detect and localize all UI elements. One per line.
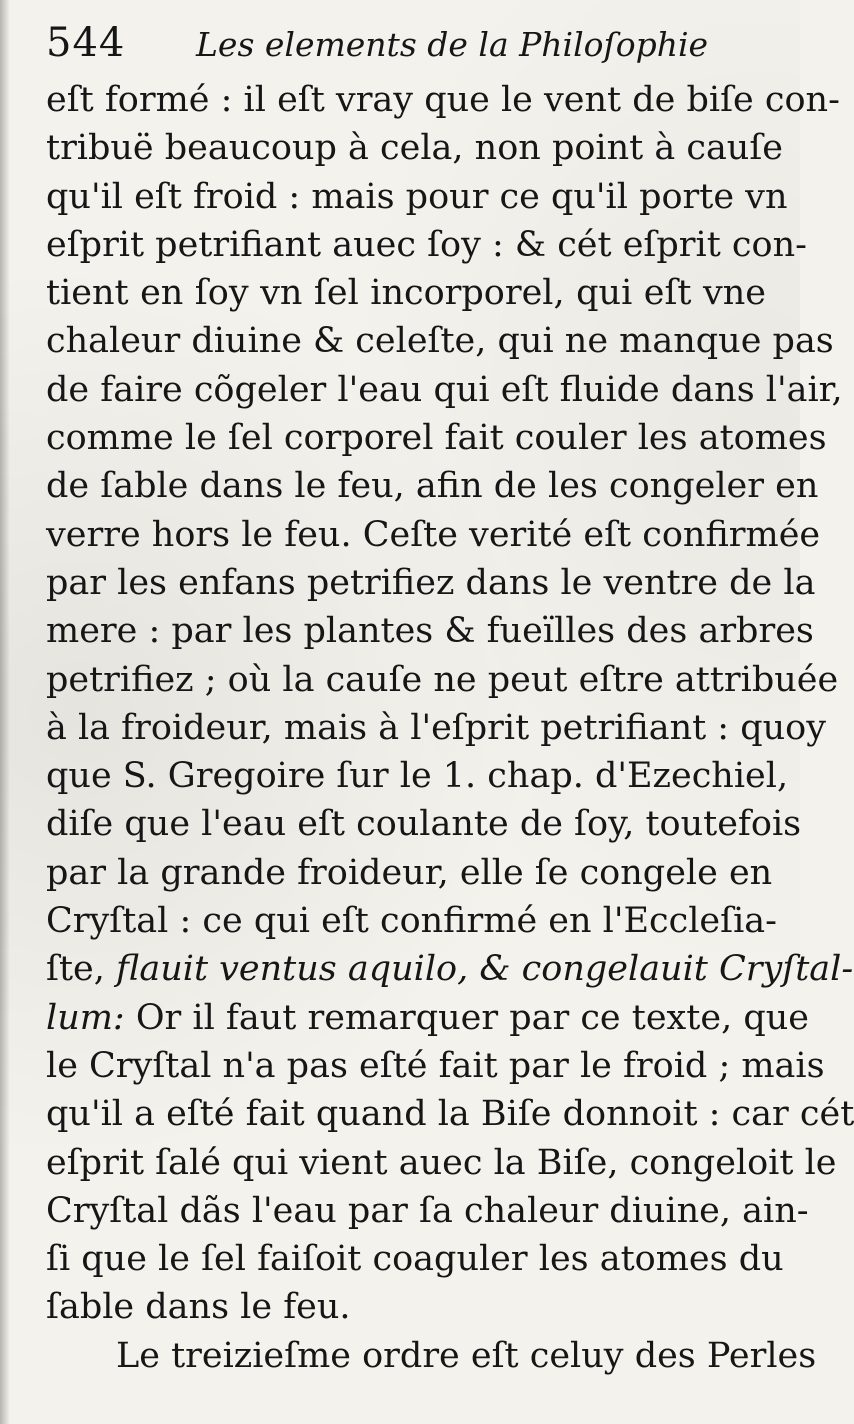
text-line: verre hors le feu. Ceſte verité eſt confirmée xyxy=(46,514,821,555)
text-line: par les enfans petrifiez dans le ventre de la xyxy=(46,562,816,603)
latin-quotation: lum: xyxy=(46,997,125,1038)
body-text xyxy=(46,76,854,1380)
text-line: ſte, flauit ventus aquilo, & congelauit Cryſtal- xyxy=(46,949,854,990)
text-line: par la grande froideur, elle ſe congele en xyxy=(46,852,773,893)
text-line: lum: Or il faut remarquer par ce texte, que xyxy=(46,997,809,1038)
text-line: le Cryſtal n'a pas eſté fait par le froid ; mais xyxy=(46,1045,825,1086)
page-gutter-shadow xyxy=(0,0,10,1424)
text-line: Cryſtal : ce qui eſt confirmé en l'Eccleſia- xyxy=(46,901,777,942)
text-line: petrifiez ; où la cauſe ne peut eſtre attribuée xyxy=(46,659,839,700)
text-line: mere : par les plantes & fueïlles des arbres xyxy=(46,611,814,652)
text-line: ſi que le ſel faiſoit coaguler les atomes du xyxy=(46,1239,784,1280)
text-line: qu'il a eſté fait quand la Biſe donnoit : car cét xyxy=(46,1094,854,1135)
text-line: chaleur diuine & celeſte, qui ne manque pas xyxy=(46,321,834,362)
text-line: qu'il eſt froid : mais pour ce qu'il porte vn xyxy=(46,176,788,217)
running-title: Les elements de la Philoſophie xyxy=(196,25,709,64)
text-line: tribuë beaucoup à cela, non point à cauſe xyxy=(46,128,784,169)
text-line: eſt formé : il eſt vray que le vent de biſe con- xyxy=(46,80,840,120)
text-line: de faire cõgeler l'eau qui eſt fluide dans l'air, xyxy=(46,369,843,410)
text-line: ſable dans le feu. xyxy=(46,1287,351,1328)
page-number: 544 xyxy=(46,20,126,66)
running-head xyxy=(46,20,766,74)
text-line: à la froideur, mais à l'eſprit petrifiant : quoy xyxy=(46,707,827,748)
text-line: que S. Gregoire ſur le 1. chap. d'Ezechiel, xyxy=(46,756,789,797)
text-line: Cryſtal dãs l'eau par ſa chaleur diuine, ain- xyxy=(46,1190,809,1231)
text-line: eſprit ſalé qui vient auec la Biſe, congeloit le xyxy=(46,1142,837,1183)
text-line: comme le ſel corporel fait couler les atomes xyxy=(46,418,827,459)
latin-quotation: flauit ventus aquilo, & congelauit Cryſtal- xyxy=(116,949,854,990)
text-line: diſe que l'eau eſt coulante de ſoy, toutefois xyxy=(46,804,802,845)
paragraph-start-line: Le treizieſme ordre eſt celuy des Perles xyxy=(116,1335,817,1376)
text-line: de ſable dans le feu, afin de les congeler en xyxy=(46,466,819,507)
text-line: tient en ſoy vn ſel incorporel, qui eſt vne xyxy=(46,273,766,314)
text-line: eſprit petrifiant auec ſoy : & cét eſprit con- xyxy=(46,224,807,265)
